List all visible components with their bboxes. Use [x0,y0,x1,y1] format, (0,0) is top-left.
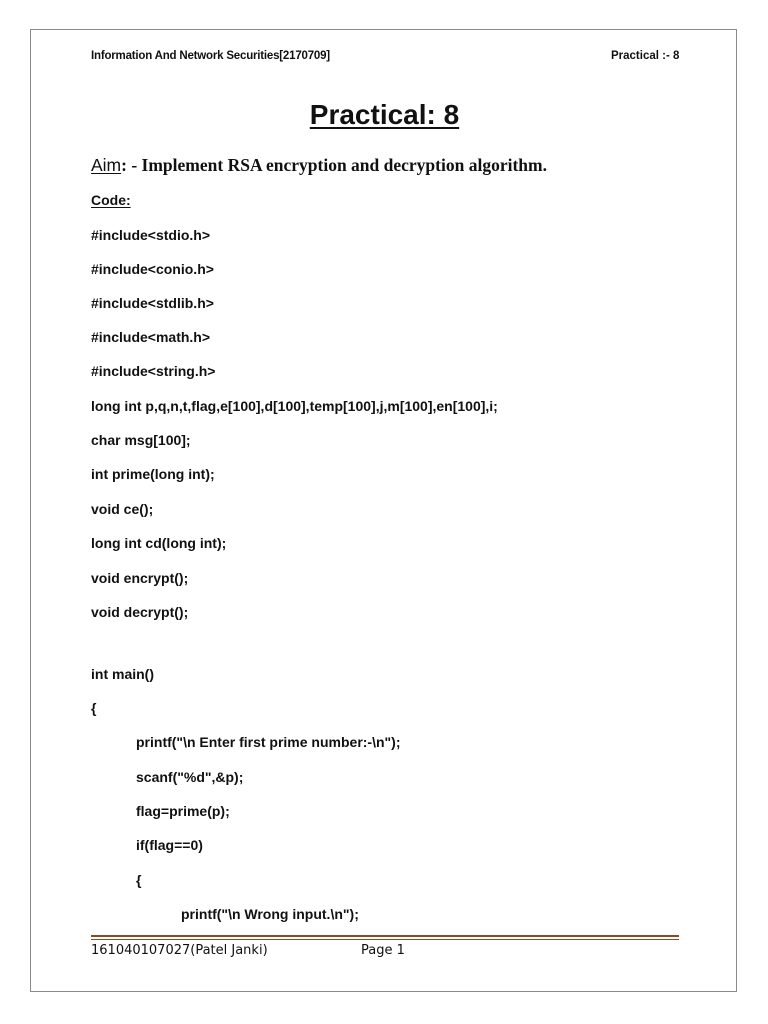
aim-text: : - Implement RSA encryption and decryption algorithm. [121,155,547,175]
footer-page-number: Page 1 [361,943,405,958]
footer-author: 161040107027(Patel Janki) [91,943,268,958]
code-line: int prime(long int); [91,466,215,482]
page-title: Practical: 8 [309,99,460,130]
code-line: { [136,872,142,888]
code-line: scanf("%d",&p); [136,769,244,785]
code-line: if(flag==0) [136,837,203,853]
code-line: int main() [91,666,154,682]
header-course-title: Information And Network Securities[2170709] [91,50,330,62]
document-page [30,29,737,992]
code-line: char msg[100]; [91,432,191,448]
code-line: long int p,q,n,t,flag,e[100],d[100],temp[100],j,m[100],en[100],i; [91,398,498,414]
code-line: void encrypt(); [91,570,189,586]
code-line: #include<stdlib.h> [91,295,214,311]
code-line: #include<string.h> [91,363,216,379]
aim-statement [91,155,547,176]
header-practical-number: Practical :- 8 [611,50,680,62]
footer-divider [91,935,679,940]
code-heading: Code: [91,192,131,208]
code-line: flag=prime(p); [136,803,230,819]
aim-label: Aim [91,155,122,175]
code-line: void ce(); [91,501,154,517]
code-line: #include<conio.h> [91,261,214,277]
code-line: printf("\n Wrong input.\n"); [181,906,359,922]
code-line: #include<math.h> [91,329,211,345]
code-line: { [91,700,97,716]
code-line: long int cd(long int); [91,535,227,551]
code-line: printf("\n Enter first prime number:-\n"); [136,734,401,750]
code-line: #include<stdio.h> [91,227,211,243]
code-line: void decrypt(); [91,604,189,620]
